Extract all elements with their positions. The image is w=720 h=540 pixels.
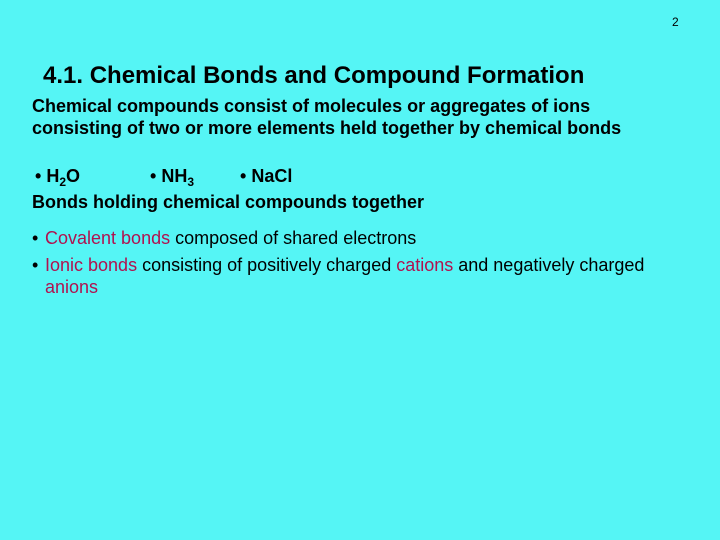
intro-paragraph: Chemical compounds consist of molecules or aggregates of ions consisting of two or more elements held together by chemical bonds xyxy=(32,96,622,138)
bond-types-list xyxy=(32,227,672,303)
list-item-ionic xyxy=(32,254,672,298)
page-number: 2 xyxy=(672,15,679,29)
slide-title: 4.1. Chemical Bonds and Compound Formation xyxy=(43,62,585,89)
term-cations: cations xyxy=(396,255,454,275)
term-anions: anions xyxy=(45,277,99,297)
bonds-heading: Bonds holding chemical compounds together xyxy=(32,192,425,212)
list-bullet: • xyxy=(32,255,39,275)
list-bullet: • xyxy=(32,228,39,248)
term-ionic-bonds: Ionic bonds xyxy=(45,255,138,275)
formula-sodium-chloride: • NaCl xyxy=(240,166,293,186)
list-item-text: Ionic bonds consisting of positively charged cations and negatively charged anions xyxy=(45,255,645,297)
formula-bullet: • xyxy=(240,166,247,186)
list-item-covalent xyxy=(32,227,672,249)
list-item-text: Covalent bonds composed of shared electrons xyxy=(45,228,417,248)
formula-bullet: • xyxy=(35,166,42,186)
formula-water: • $H_2O$ xyxy=(35,166,81,189)
term-covalent-bonds: Covalent bonds xyxy=(45,228,171,248)
formula-ammonia: • $NH_3$ xyxy=(150,166,195,189)
formula-examples xyxy=(35,165,685,187)
formula-bullet: • xyxy=(150,166,157,186)
